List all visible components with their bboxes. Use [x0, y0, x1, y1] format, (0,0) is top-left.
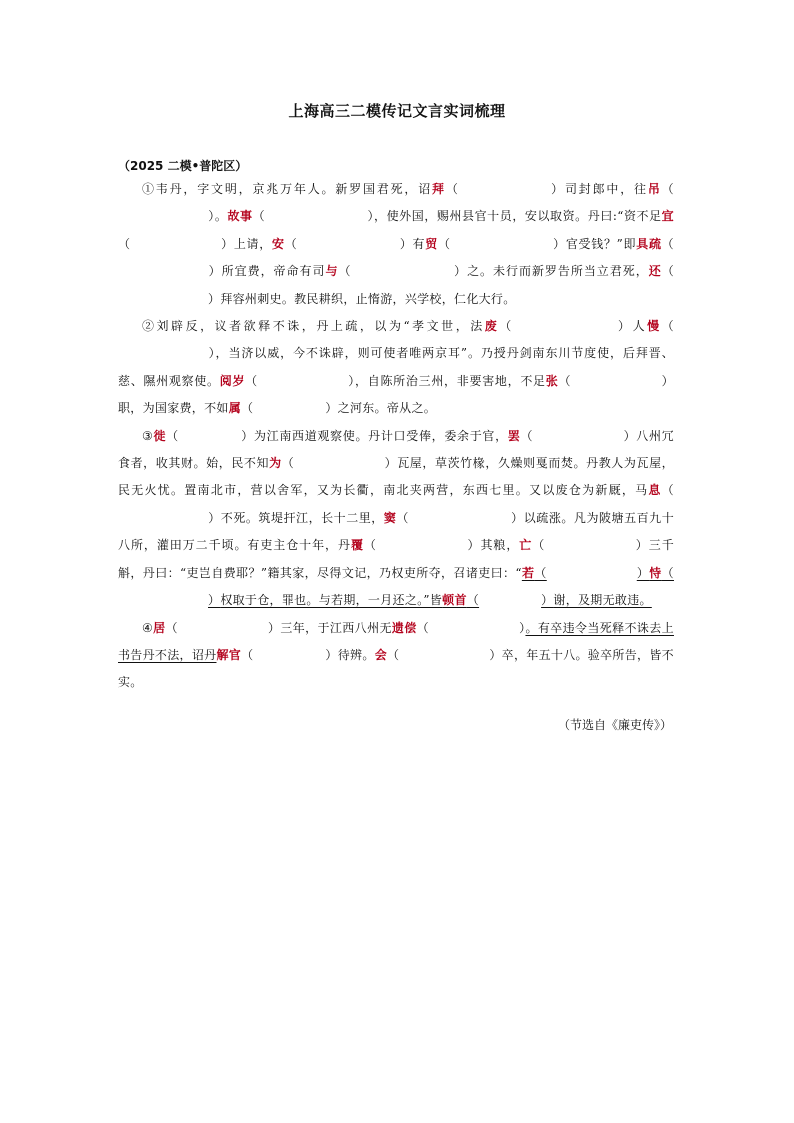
keyword: 宜: [661, 209, 674, 224]
text-run: 不死。筑堤扞江，长十二里，: [220, 510, 384, 525]
keyword: 会: [374, 647, 387, 662]
answer-blank: （ ）: [520, 428, 637, 443]
keyword: 贸: [425, 236, 438, 251]
passage-body: [118, 176, 674, 697]
answer-blank: （）: [208, 565, 674, 608]
keyword: 为: [269, 456, 282, 471]
text-run: 瓦屋，草茨竹椽，久燥则戛而焚。丹教人为瓦屋，民无火忧。置南北市，营以舍军，又为长衢，南北夹两营，东西七里。又以废仓为新厩，马: [118, 456, 674, 498]
answer-blank: （ ）: [252, 209, 375, 224]
keyword: 恃: [649, 565, 662, 580]
answer-blank: （）: [208, 319, 674, 361]
text-run: 以疏涨。凡为陂塘五百九十八所，灌田万二千顷。有吏主仓十年，丹: [118, 510, 674, 553]
text-run: 拜容州刺史。教民耕织，止惰游，兴学校，仁化大行。: [220, 291, 516, 306]
keyword: 若: [521, 565, 535, 580]
text-run: 为江南西道观察使。丹计口受俸，委余于官，: [253, 428, 508, 443]
answer-blank: （ ）: [281, 456, 398, 471]
answer-blank: （ ）: [396, 510, 524, 525]
text-run: ，当济以威，今不诛辟，则可使者唯两京耳”。乃授丹剑南东川节度使，后拜晋、慈、隰州观察使。: [118, 346, 674, 388]
answer-blank: （ ）: [363, 538, 481, 553]
text-run: 人: [632, 319, 648, 334]
answer-blank: （）: [208, 182, 674, 224]
answer-blank: （ ）: [534, 565, 650, 580]
text-run: ③: [142, 428, 154, 443]
keyword: 废: [484, 319, 500, 334]
keyword: 窦: [383, 510, 397, 525]
keyword: 具疏: [636, 236, 662, 251]
text-run: 所宜费，帝命有司: [221, 264, 326, 279]
text-run: 待辨。: [337, 647, 375, 662]
text-run: ，自陈所治三州，非要害地，不足: [355, 373, 546, 388]
keyword: 息: [648, 483, 662, 498]
section-label: （2025 二模•普陀区）: [118, 159, 248, 173]
keyword: 慢: [647, 319, 662, 334]
answer-blank: （ ）: [284, 236, 413, 251]
text-run: 谢，及期无敢违。: [553, 593, 652, 608]
text-run: 职，为国家费，不如: [118, 401, 229, 416]
paragraph-1: [118, 176, 674, 313]
answer-blank: （ ）: [437, 236, 566, 251]
answer-blank: （ ）: [466, 593, 554, 608]
answer-blank: （ ）: [166, 428, 254, 443]
keyword: 顿首: [442, 593, 467, 608]
text-run: 其粮，: [480, 538, 520, 553]
keyword: 还: [648, 264, 662, 279]
text-run: ②刘辟反，议者欲释不诛，丹上疏，以为“孝文世，法: [142, 319, 485, 334]
answer-blank: （ ）: [118, 236, 234, 251]
page-title: 上海高三二模传记文言实词梳理: [288, 102, 506, 120]
answer-blank: （ ）: [245, 373, 356, 388]
keyword: 吊: [647, 182, 662, 196]
answer-blank: （ ）: [165, 620, 281, 635]
text-run: ④: [142, 620, 154, 635]
paragraph-3: [118, 423, 674, 615]
answer-blank: （）: [208, 264, 674, 306]
text-run: 三年，于江西八州无: [280, 620, 392, 635]
text-run: ，使外国，赐州县官十员，安以取资。丹曰:“资不足: [374, 209, 662, 224]
answer-blank: （ ）: [558, 373, 674, 388]
answer-blank: （ ）: [445, 182, 565, 196]
text-run: 之。未行而新罗告所当立君死，: [467, 264, 649, 279]
text-run: 八州冗食者，收其财。始，民不知: [118, 428, 674, 471]
answer-blank: （）: [208, 236, 674, 279]
keyword: 张: [545, 373, 559, 388]
text-run: 上请，: [233, 236, 272, 251]
keyword: 覆: [350, 538, 364, 553]
answer-blank: （ ）: [499, 319, 633, 334]
underlined-sentence: 。有卒违令当死释不诛去上书告丹不法，诏丹: [118, 620, 674, 662]
answer-blank: （ ）: [416, 620, 526, 635]
keyword: 居: [153, 620, 166, 635]
answer-blank: （ ）: [338, 264, 468, 279]
answer-blank: （）: [208, 483, 674, 525]
paragraph-4: [118, 615, 674, 697]
keyword: 安: [271, 236, 285, 251]
text-run: 之河东。帝从之。: [337, 401, 437, 416]
text-run: 。: [214, 209, 228, 224]
text-run: ①韦丹，字文明，京兆万年人。新罗国君死，诏: [142, 182, 433, 196]
keyword: 徙: [153, 428, 167, 443]
answer-blank: （ ）: [241, 647, 338, 662]
text-run: 司封郎中，往: [564, 182, 648, 196]
text-run: 三千斛，丹曰：“吏岂自费耶？”籍其家，尽得文记，乃权吏所夺，召诸吏曰：“: [118, 538, 675, 580]
keyword: 亡: [519, 538, 533, 553]
paragraph-2: [118, 313, 674, 423]
text-run: 有: [412, 236, 426, 251]
text-run: 卒，年五十八。验卒所告，皆不实。: [118, 647, 674, 690]
text-run: 权取于仓，罪也。与若期，一月还之。”皆: [220, 593, 443, 608]
keyword: 属: [228, 401, 242, 416]
keyword: 故事: [227, 209, 253, 224]
keyword: 拜: [432, 182, 446, 196]
keyword: 解官: [216, 647, 242, 662]
keyword: 罢: [507, 428, 521, 443]
keyword: 阅岁: [219, 373, 246, 388]
answer-blank: （ ）: [532, 538, 649, 553]
answer-blank: （ ）: [241, 401, 338, 416]
text-run: 官受钱？”即: [565, 236, 637, 251]
keyword: 与: [325, 264, 339, 279]
keyword: 遗偿: [391, 620, 417, 635]
source-citation: （节选自《廉吏传》）: [557, 718, 672, 732]
answer-blank: （ ）: [387, 647, 502, 662]
